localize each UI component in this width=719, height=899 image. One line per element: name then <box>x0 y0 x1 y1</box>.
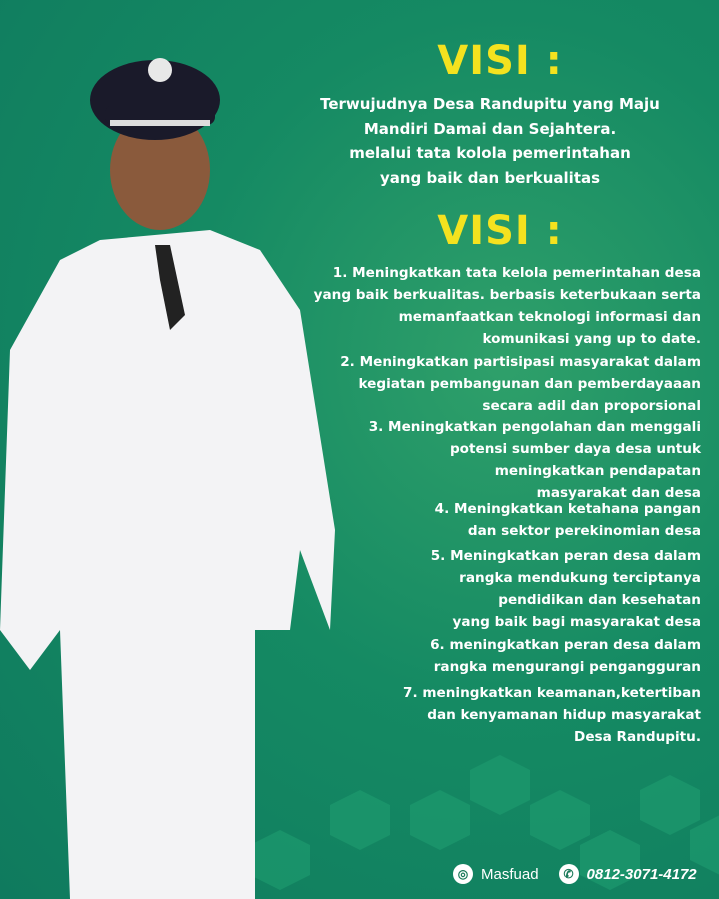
mission-line: memanfaatkan teknologi informasi dan <box>398 309 701 325</box>
vision-line: melalui tata kolola pemerintahan <box>349 144 631 162</box>
mission-line: rangka mengurangi pengangguran <box>433 659 701 675</box>
vision-line: yang baik dan berkualitas <box>379 168 601 187</box>
mission-line: Desa Randupitu. <box>574 729 701 745</box>
contact-footer <box>453 864 697 884</box>
mission-line: 2. Meningkatkan partisipasi masyarakat dalam <box>340 354 701 370</box>
vision-title: VISI : <box>437 38 563 84</box>
mission-item-1 <box>314 262 701 350</box>
mission-line: 5. Meningkatkan peran desa dalam <box>430 548 701 564</box>
vision-text <box>300 92 680 190</box>
mission-line: secara adil dan proporsional <box>482 398 701 414</box>
mission-item-6 <box>430 634 701 678</box>
instagram-icon: ◎ <box>453 864 473 884</box>
mission-line: meningkatkan pendapatan <box>494 463 701 479</box>
mission-item-2 <box>340 351 701 417</box>
mission-item-7 <box>403 682 701 748</box>
mission-line: masyarakat dan desa <box>536 485 701 501</box>
vision-line: Terwujudnya Desa Randupitu yang Maju <box>320 95 660 113</box>
instagram-handle: Masfuad <box>481 865 539 883</box>
mission-line: kegiatan pembangunan dan pemberdayaaan <box>358 376 701 392</box>
mission-item-4 <box>435 498 701 542</box>
whatsapp-number: 0812-3071-4172 <box>586 865 697 883</box>
vision-line: Mandiri Damai dan Sejahtera. <box>363 119 617 138</box>
mission-line: dan sektor perekinomian desa <box>467 523 701 539</box>
mission-line: yang baik bagi masyarakat desa <box>452 614 701 630</box>
mission-line: 3. Meningkatkan pengolahan dan menggali <box>368 419 701 435</box>
mission-line: rangka mendukung terciptanya <box>459 570 701 586</box>
mission-line: 4. Meningkatkan ketahana pangan <box>434 501 701 517</box>
whatsapp-icon: ✆ <box>559 864 579 884</box>
mission-line: 6. meningkatkan peran desa dalam <box>430 637 701 653</box>
mission-title: VISI : <box>437 208 563 254</box>
mission-line: pendidikan dan kesehatan <box>498 592 701 608</box>
mission-item-3 <box>369 416 701 504</box>
mission-line: 7. meningkatkan keamanan,ketertiban <box>403 685 701 701</box>
official-portrait <box>0 30 340 899</box>
mission-line: komunikasi yang up to date. <box>482 331 701 347</box>
mission-line: dan kenyamanan hidup masyarakat <box>427 707 701 723</box>
mission-item-5 <box>431 545 701 633</box>
mission-line: yang baik berkualitas. berbasis keterbukaan serta <box>313 287 701 303</box>
mission-line: potensi sumber daya desa untuk <box>449 441 701 457</box>
mission-line: 1. Meningkatkan tata kelola pemerintahan desa <box>332 265 701 281</box>
